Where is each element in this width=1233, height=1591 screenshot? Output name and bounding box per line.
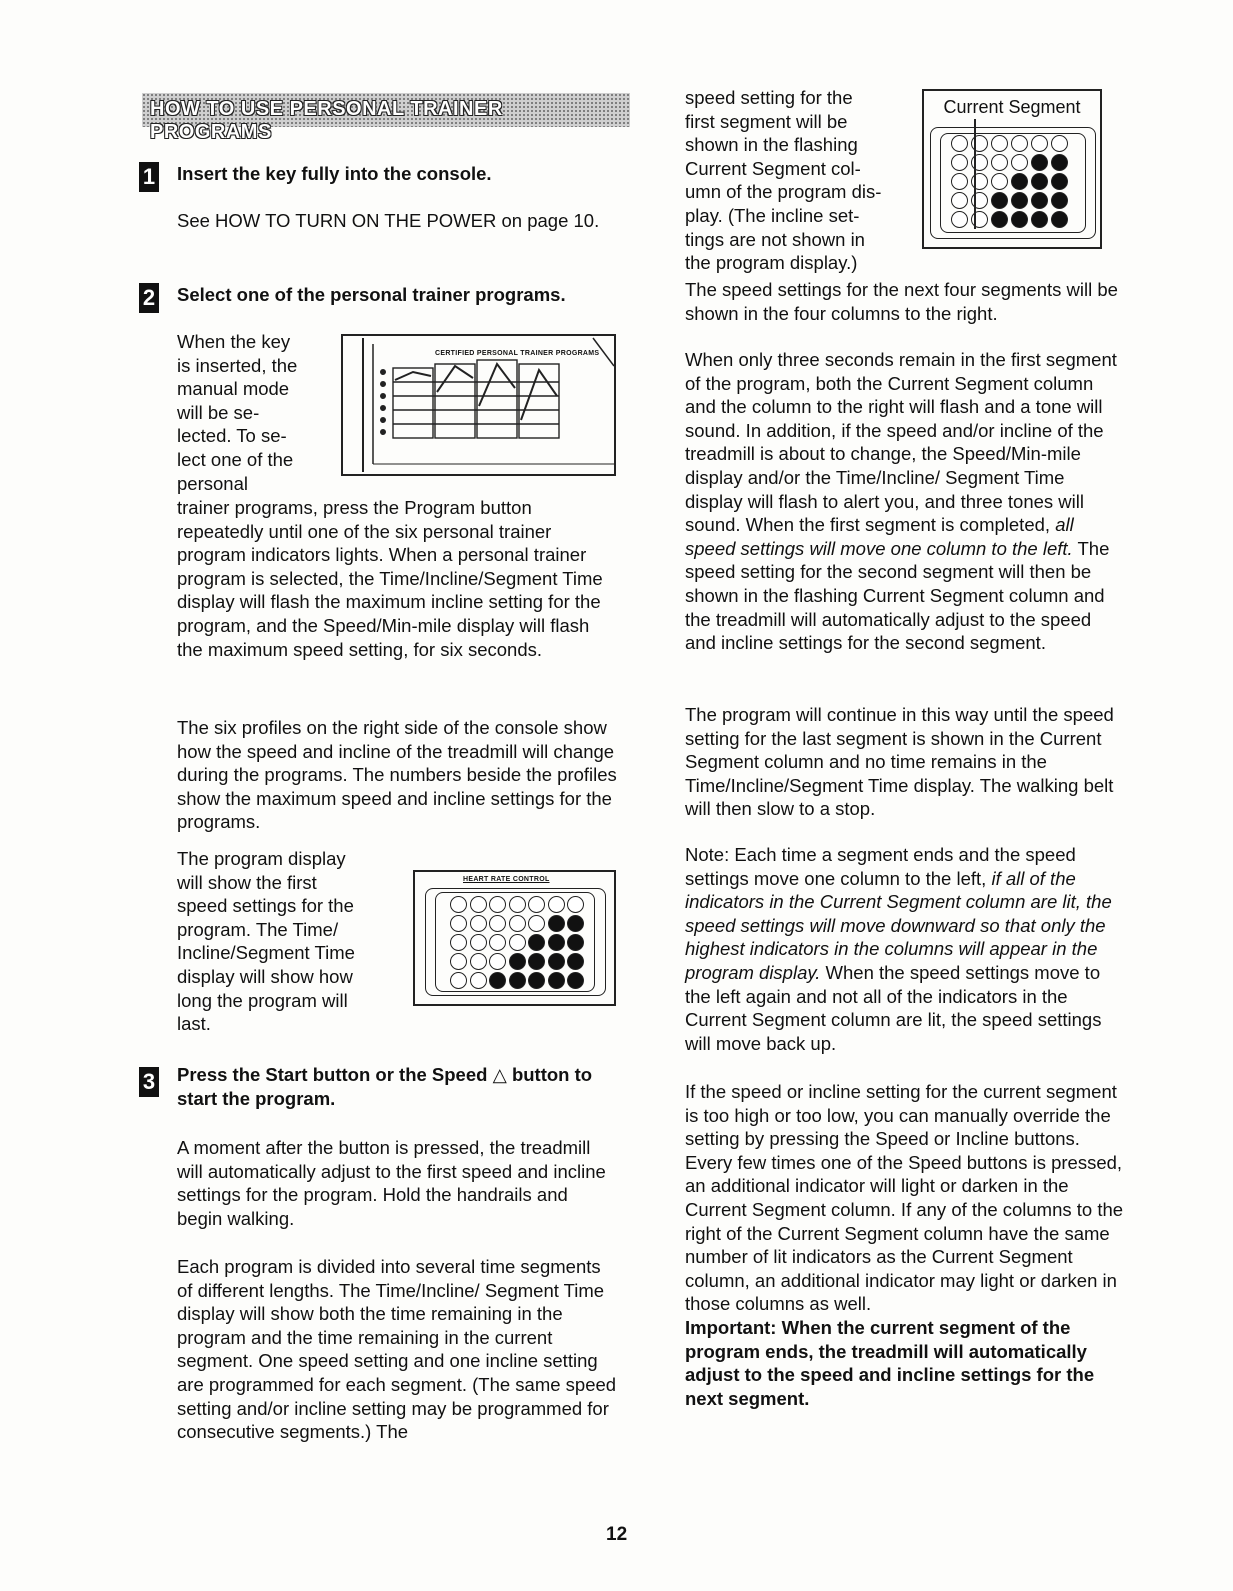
figure-3-caption: Current Segment bbox=[943, 97, 1081, 117]
right-wrap-line: the program display.) bbox=[685, 252, 858, 274]
current-segment-pointer-line bbox=[974, 119, 976, 229]
indicator-dot bbox=[450, 915, 467, 932]
step-3-paragraph-1: A moment after the button is pressed, the treadmill will automatically adjust to the first speed and incline settings for the program. Hold the handrails and begin walking. bbox=[177, 1137, 606, 1229]
indicator-dot bbox=[470, 934, 487, 951]
indicator-dot bbox=[528, 896, 545, 913]
indicator-dot bbox=[1031, 211, 1048, 228]
indicator-dot bbox=[1011, 211, 1028, 228]
indicator-dot bbox=[470, 915, 487, 932]
step-2-wrap-line: When the key bbox=[177, 331, 291, 352]
indicator-dot bbox=[567, 972, 584, 989]
step-2-wrap-line: will be se- bbox=[177, 401, 260, 423]
step-2-wrap-line: is inserted, the bbox=[177, 354, 298, 376]
indicator-dot bbox=[1031, 173, 1048, 190]
indicator-dot bbox=[489, 915, 506, 932]
step-2-para-3-line: program. The Time/ bbox=[177, 918, 339, 940]
right-p4-a: Note: Each time a segment ends and the speed settings move one column to the left, bbox=[685, 844, 1076, 889]
indicator-dot bbox=[548, 934, 565, 951]
right-p2-italic: all speed settings will move one column to the left. bbox=[685, 514, 1074, 559]
right-paragraph-2 bbox=[685, 348, 1125, 655]
step-2-wrap-line: lect one of the bbox=[177, 449, 294, 470]
indicator-dot bbox=[1031, 154, 1048, 171]
right-p2-a: When only three seconds remain in the first segment of the program, both the Current Segment column and the column to the right will flash and a tone will sound. In addition, if the speed and/or incline of the treadmill is about to change, the Speed/Min-mile display and/or the Time/Incline/ Segment Time display will flash to alert you, and three tones will sound. When the first segment is completed, bbox=[685, 349, 1117, 536]
step-number-3: 3 bbox=[139, 1067, 159, 1097]
step-2-wrap-line: manual mode bbox=[177, 378, 290, 400]
right-paragraph-6-important: Important: When the current segment of the program ends, the treadmill will automatically adjust to the speed and incline settings for the next segment. bbox=[685, 1317, 1095, 1409]
indicator-dot bbox=[528, 953, 545, 970]
step-3-title-part-b: button to start the program. bbox=[177, 1064, 593, 1109]
step-2-paragraph-2: The six profiles on the right side of the console show how the speed and incline of the treadmill will change during the programs. The numbers beside the profiles show the maximum speed and incline settings for the programs. bbox=[177, 717, 617, 833]
indicator-dot bbox=[1051, 173, 1068, 190]
step-2-wrap-line: lected. To se- bbox=[177, 425, 287, 447]
indicator-dot bbox=[1011, 135, 1028, 152]
indicator-dot bbox=[991, 173, 1008, 190]
indicator-dot bbox=[991, 135, 1008, 152]
indicator-dot bbox=[450, 896, 467, 913]
indicator-dot bbox=[1031, 135, 1048, 152]
program-display-figure bbox=[413, 870, 616, 1006]
right-wrap-line: umn of the program dis- bbox=[685, 181, 882, 203]
step-3-paragraph-2: Each program is divided into several time segments of different lengths. The Time/Incline/ Segment Time display will show both the time remaining in the program and the time remaining in the current segment. One speed setting and one incline setting are programmed for each segment. (The same speed setting and/or incline setting may be programmed for consecutive segments.) The bbox=[177, 1256, 617, 1443]
step-2-wrap-line: personal bbox=[177, 472, 248, 494]
right-wrap-line: first segment will be bbox=[685, 110, 848, 132]
indicator-dot bbox=[470, 896, 487, 913]
right-wrap-line: tings are not shown in bbox=[685, 228, 865, 250]
indicator-dot bbox=[951, 154, 968, 171]
step-2-para-3-line: will show the first bbox=[177, 871, 317, 893]
indicator-dot bbox=[548, 972, 565, 989]
right-paragraph-5: If the speed or incline setting for the current segment is too high or too low, you can manually override the setting by pressing the Speed or Incline buttons. Every few times one of the Speed buttons is pressed, an additional indicator will light or darken in the Current Segment column. If any of the columns to the right of the Current Segment column have the same number of lit indicators as the Current Segment column, an additional indicator may light or darken in those columns as well. bbox=[685, 1081, 1124, 1315]
indicator-dot bbox=[489, 972, 506, 989]
indicator-dot bbox=[489, 934, 506, 951]
indicator-dot bbox=[470, 972, 487, 989]
console-profiles-figure bbox=[341, 334, 616, 476]
indicator-dot bbox=[991, 154, 1008, 171]
step-2-para-3-line: last. bbox=[177, 1013, 211, 1035]
figure-2-caption: HEART RATE CONTROL bbox=[463, 876, 550, 883]
indicator-dot bbox=[509, 972, 526, 989]
page-number: 12 bbox=[606, 1524, 628, 1545]
step-2-title: Select one of the personal trainer programs. bbox=[177, 284, 566, 305]
indicator-dot bbox=[489, 953, 506, 970]
figure-1-caption: CERTIFIED PERSONAL TRAINER PROGRAMS bbox=[435, 350, 600, 357]
indicator-dot bbox=[1031, 192, 1048, 209]
right-paragraph-4 bbox=[685, 843, 1125, 1055]
section-banner bbox=[142, 93, 630, 143]
indicator-dot bbox=[567, 915, 584, 932]
program-display-grid bbox=[435, 892, 595, 992]
indicator-dot bbox=[528, 972, 545, 989]
right-wrap-line: play. (The incline set- bbox=[685, 205, 860, 226]
right-wrap-line: speed setting for the bbox=[685, 87, 853, 108]
step-1-title: Insert the key fully into the console. bbox=[177, 163, 492, 184]
indicator-dot bbox=[470, 953, 487, 970]
indicator-dot bbox=[951, 192, 968, 209]
indicator-dot bbox=[548, 896, 565, 913]
indicator-dot bbox=[1011, 192, 1028, 209]
indicator-dot bbox=[1051, 135, 1068, 152]
step-3-title-part-a: Press the Start button or the Speed bbox=[177, 1064, 493, 1085]
step-number-1: 1 bbox=[139, 162, 159, 192]
indicator-dot bbox=[951, 211, 968, 228]
banner-title: HOW TO USE PERSONAL TRAINER PROGRAMS bbox=[150, 98, 503, 143]
indicator-dot bbox=[951, 135, 968, 152]
indicator-dot bbox=[489, 896, 506, 913]
right-p4-b: When the speed settings move to the left again and not all of the indicators in the Current Segment column are lit, the speed settings will move back up. bbox=[685, 961, 1102, 1054]
indicator-dot bbox=[991, 192, 1008, 209]
indicator-dot bbox=[1051, 154, 1068, 171]
indicator-dot bbox=[509, 915, 526, 932]
right-wrap-line: shown in the flashing bbox=[685, 134, 858, 156]
current-segment-figure bbox=[922, 89, 1102, 249]
indicator-dot bbox=[1051, 192, 1068, 209]
indicator-dot bbox=[509, 934, 526, 951]
step-1-body: See HOW TO TURN ON THE POWER on page 10. bbox=[177, 210, 600, 231]
indicator-dot bbox=[567, 934, 584, 951]
step-2-para-3-line: The program display bbox=[177, 848, 346, 869]
indicator-dot bbox=[567, 953, 584, 970]
step-2-para-3-line: Incline/Segment Time bbox=[177, 942, 355, 964]
right-wrap-line: Current Segment col- bbox=[685, 157, 861, 179]
indicator-dot bbox=[1011, 173, 1028, 190]
indicator-dot bbox=[548, 915, 565, 932]
current-segment-grid bbox=[940, 133, 1086, 233]
indicator-dot bbox=[509, 896, 526, 913]
indicator-dot bbox=[567, 896, 584, 913]
indicator-dot bbox=[450, 953, 467, 970]
step-number-2: 2 bbox=[139, 283, 159, 313]
step-2-para-3-line: speed settings for the bbox=[177, 895, 354, 917]
indicator-dot bbox=[1051, 211, 1068, 228]
indicator-dot bbox=[450, 972, 467, 989]
step-3-title bbox=[177, 1063, 617, 1110]
right-paragraph-3: The program will continue in this way until the speed setting for the last segment is shown in the Current Segment column and no time remains in the Time/Incline/Segment Time display. The walking belt will then slow to a stop. bbox=[685, 704, 1114, 820]
indicator-dot bbox=[450, 934, 467, 951]
right-p4-italic: if all of the indicators in the Current Segment column are lit, the speed settings will move downward so that only the highest indicators in the columns will appear in the program display. bbox=[685, 867, 1112, 983]
step-2-paragraph-1: trainer programs, press the Program button repeatedly until one of the six personal trainer program indicators lights. When a personal trainer program is selected, the Time/Incline/Segment Time display will flash the maximum incline setting for the program, and the Speed/Min-mile display will flash the maximum speed setting, for six seconds. bbox=[177, 497, 603, 660]
indicator-dot bbox=[509, 953, 526, 970]
right-paragraph-1-cont: The speed settings for the next four segments will be shown in the four columns to the right. bbox=[685, 279, 1118, 324]
indicator-dot bbox=[991, 211, 1008, 228]
indicator-dot bbox=[548, 953, 565, 970]
step-2-para-3-line: long the program will bbox=[177, 989, 348, 1011]
indicator-dot bbox=[528, 915, 545, 932]
step-2-para-3-line: display will show how bbox=[177, 966, 353, 987]
triangle-up-icon: △ bbox=[492, 1064, 507, 1085]
indicator-dot bbox=[1011, 154, 1028, 171]
indicator-dot bbox=[528, 934, 545, 951]
indicator-dot bbox=[951, 173, 968, 190]
right-p2-b: The speed setting for the second segment will then be shown in the flashing Current Segment column and the treadmill will automatically adjust to the speed and incline settings for the second segment. bbox=[685, 537, 1110, 654]
